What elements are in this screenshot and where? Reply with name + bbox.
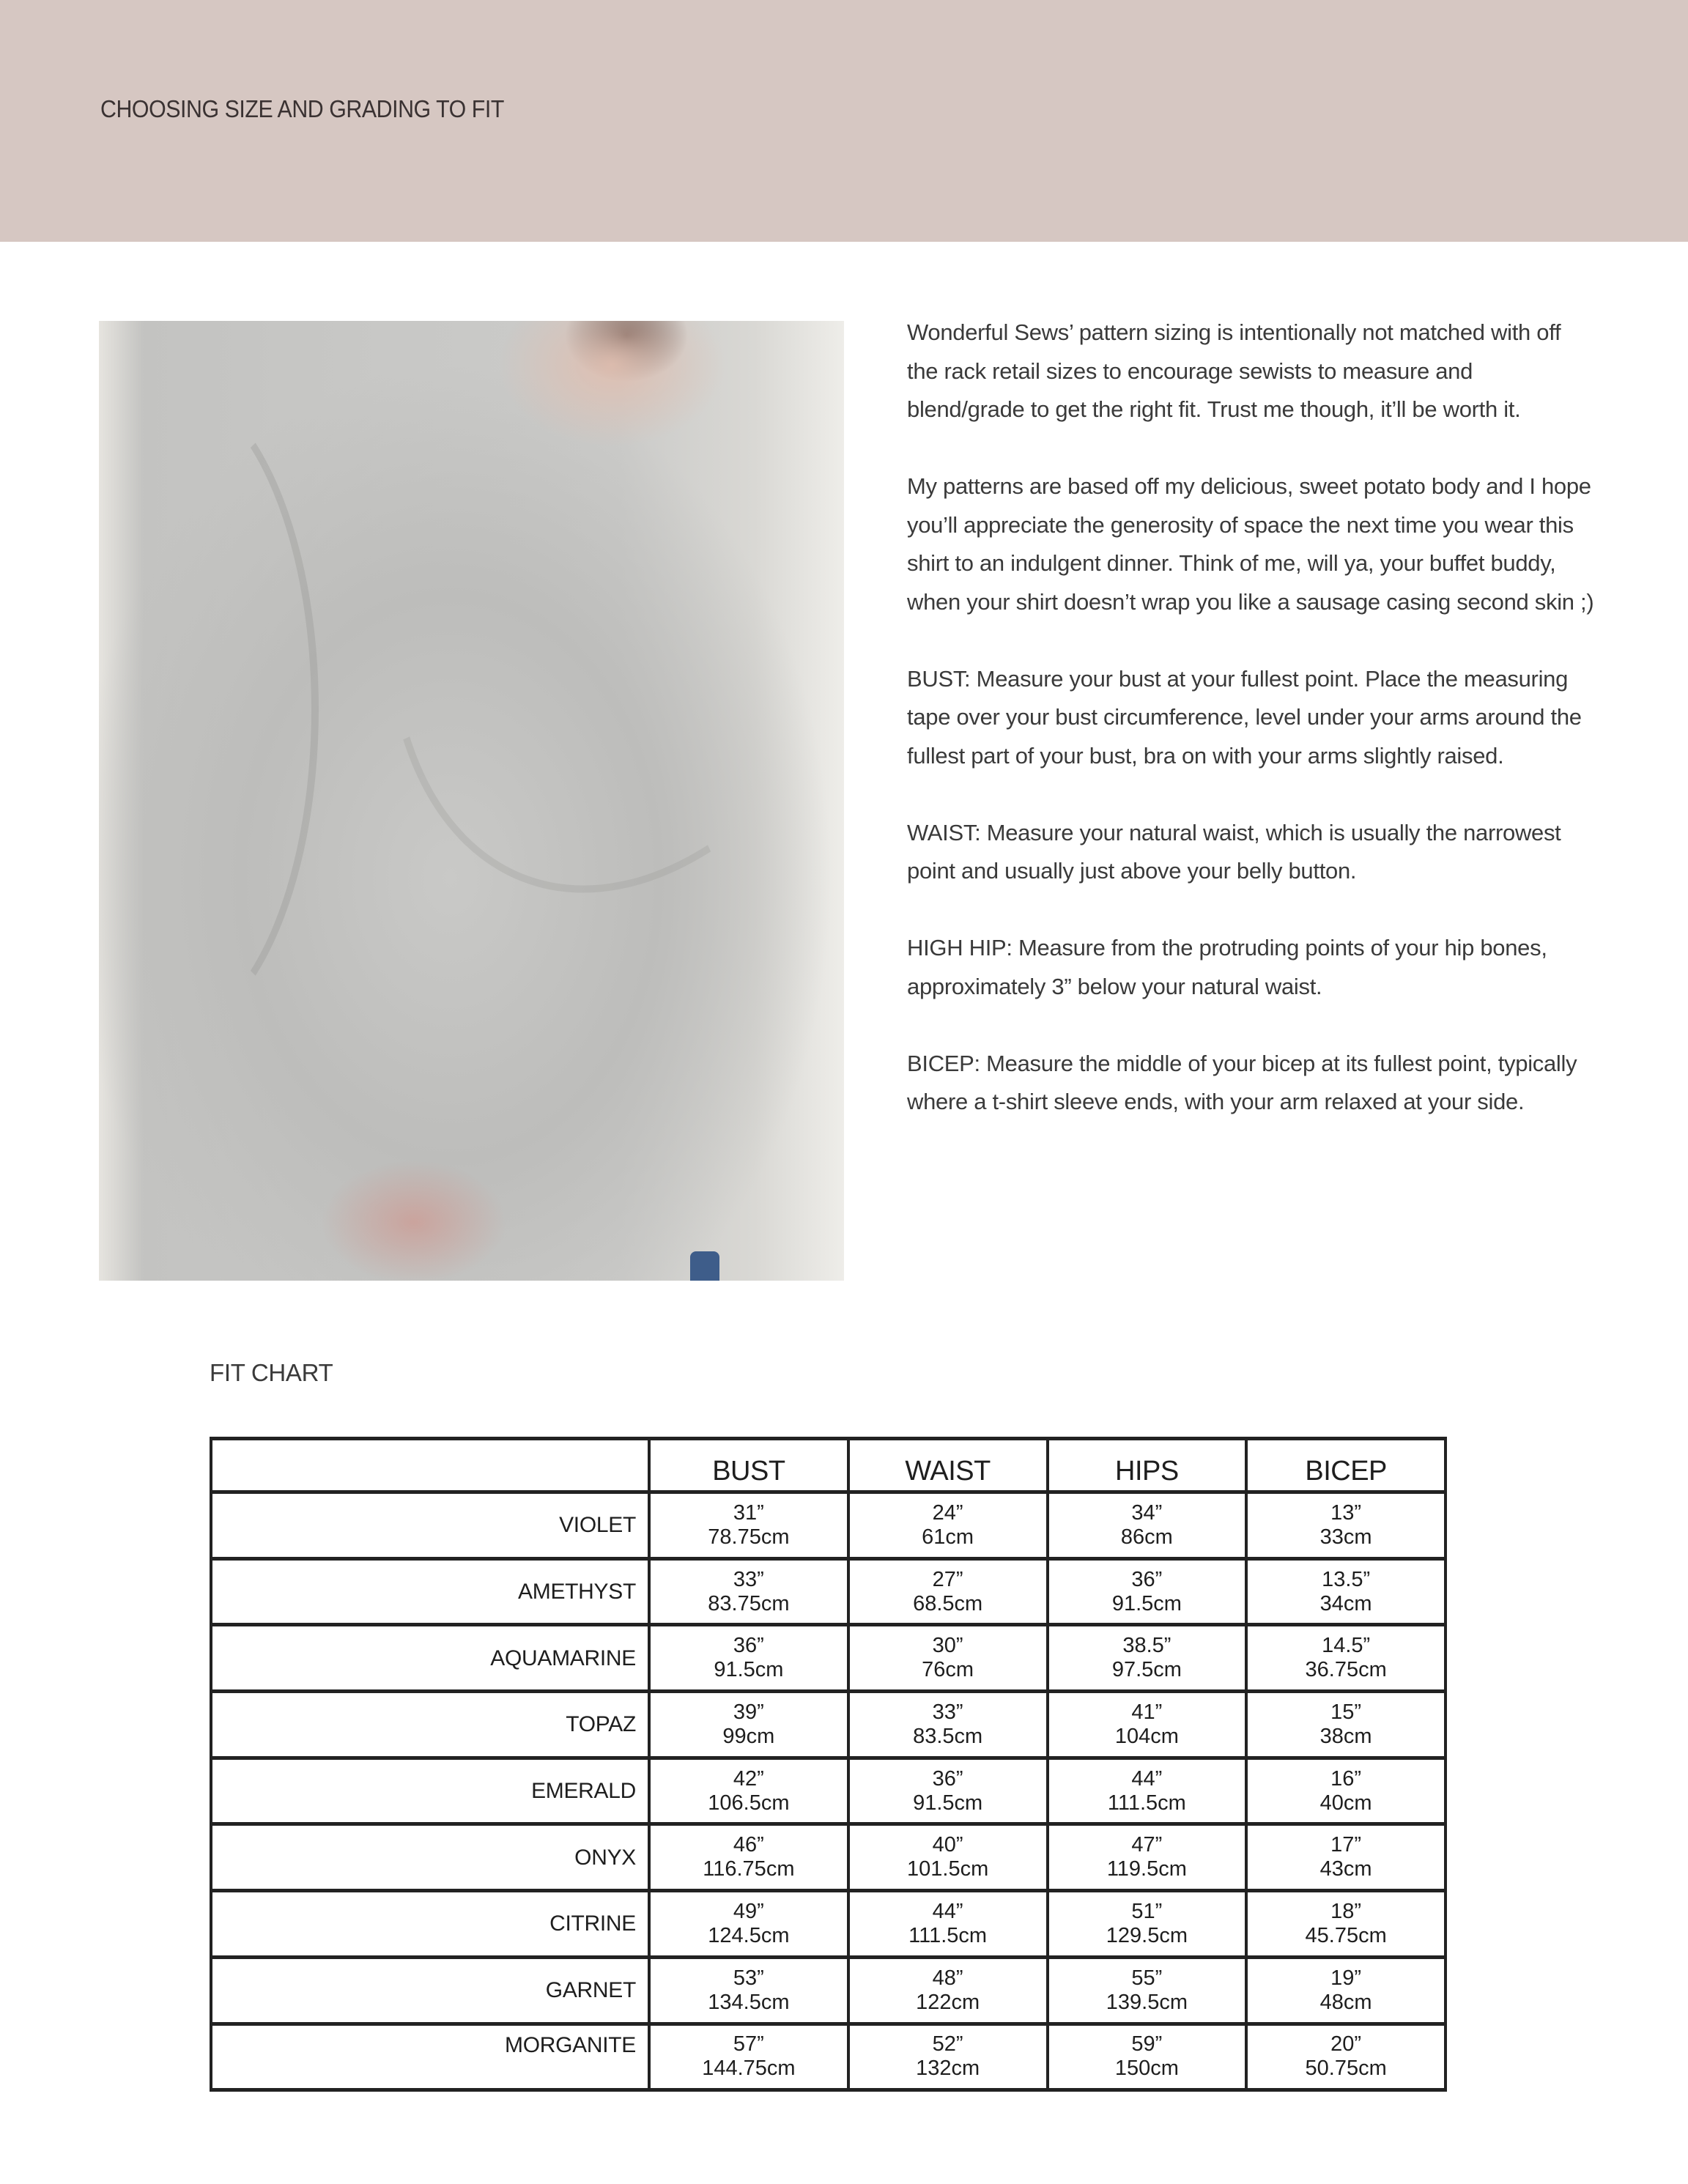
hips-cell (1048, 1758, 1247, 1824)
cm-value: 106.5cm (708, 1791, 790, 1815)
inch-value: 14.5” (1322, 1634, 1371, 1658)
cm-value: 144.75cm (702, 2057, 796, 2081)
inch-value: 51” (1131, 1899, 1163, 1923)
bust-cell (649, 1891, 848, 1958)
header-band (0, 0, 1688, 242)
sleeve-fold (99, 380, 319, 1039)
cm-value: 83.75cm (708, 1591, 790, 1615)
table-row (211, 1692, 1445, 1758)
table-row (211, 1558, 1445, 1625)
cm-value: 38cm (1319, 1724, 1372, 1748)
inch-value: 27” (932, 1567, 963, 1591)
table-row (211, 1758, 1445, 1824)
waist-instructions: WAIST: Measure your natural waist, which is usually the narrowest point and usually just above your belly button. (907, 819, 1561, 884)
cm-value: 91.5cm (714, 1658, 784, 1682)
inch-value: 59” (1131, 2032, 1163, 2057)
waist-cell (848, 1558, 1048, 1625)
cm-value: 91.5cm (913, 1791, 983, 1815)
waist-cell (848, 1891, 1048, 1958)
bicep-cell (1246, 1492, 1445, 1559)
inch-value: 17” (1330, 1833, 1362, 1857)
inch-value: 40” (932, 1833, 963, 1857)
fit-chart-table (210, 1437, 1447, 2092)
waist-cell (848, 1824, 1048, 1891)
size-name: AMETHYST (211, 1558, 649, 1625)
cm-value: 124.5cm (708, 1923, 790, 1947)
cm-value: 104cm (1114, 1724, 1179, 1748)
high-hip-instructions: HIGH HIP: Measure from the protruding points of your hip bones, approximately 3” below your natural waist. (907, 935, 1547, 999)
hips-cell (1048, 2024, 1247, 2090)
inch-value: 36” (932, 1766, 963, 1791)
inch-value: 53” (733, 1966, 764, 1990)
inch-value: 38.5” (1122, 1634, 1171, 1658)
intro-paragraph: Wonderful Sews’ pattern sizing is intentionally not matched with off the rack retail sizes to encourage sewists to measure and blend/grade to get the right fit. Trust me though, it’ll be worth it. (907, 319, 1561, 422)
header-bicep: BICEP (1246, 1439, 1445, 1492)
inch-value: 44” (932, 1899, 963, 1923)
bust-cell (649, 1957, 848, 2024)
cm-value: 116.75cm (703, 1857, 795, 1881)
inch-value: 49” (733, 1899, 764, 1923)
model-photo (99, 321, 844, 1281)
waist-cell (848, 1492, 1048, 1559)
cm-value: 36.75cm (1305, 1658, 1387, 1682)
inch-value: 57” (733, 2032, 764, 2057)
table-row (211, 1891, 1445, 1958)
cm-value: 91.5cm (1111, 1591, 1182, 1615)
intro-paragraph: My patterns are based off my delicious, sweet potato body and I hope you’ll appreciate the generosity of space the next time you wear this shirt to an indulgent dinner. Think of me, will ya, your buffet buddy, when your shirt doesn’t wrap you like a sausage casing second skin ;) (907, 473, 1594, 615)
inch-value: 44” (1131, 1766, 1163, 1791)
cm-value: 101.5cm (907, 1857, 989, 1881)
cm-value: 97.5cm (1111, 1658, 1182, 1682)
bust-cell (649, 1692, 848, 1758)
inch-value: 42” (733, 1766, 764, 1791)
table-row (211, 1492, 1445, 1559)
table-header-row (211, 1439, 1445, 1492)
waist-cell (848, 1692, 1048, 1758)
inch-value: 18” (1330, 1899, 1362, 1923)
cm-value: 132cm (916, 2057, 980, 2081)
cm-value: 122cm (916, 1990, 980, 2014)
cm-value: 68.5cm (913, 1591, 983, 1615)
bicep-cell (1246, 1758, 1445, 1824)
inch-value: 33” (733, 1567, 764, 1591)
bicep-cell (1246, 1625, 1445, 1692)
cm-value: 119.5cm (1106, 1857, 1187, 1881)
inch-value: 41” (1131, 1700, 1163, 1724)
inch-value: 47” (1131, 1833, 1163, 1857)
size-name: AQUAMARINE (211, 1625, 649, 1692)
cm-value: 111.5cm (908, 1923, 988, 1947)
jeans-hint (690, 1251, 719, 1281)
cm-value: 61cm (922, 1525, 974, 1549)
intro-text (907, 314, 1596, 1160)
inch-value: 13.5” (1322, 1567, 1371, 1591)
cm-value: 139.5cm (1106, 1990, 1188, 2014)
bust-cell (649, 1558, 848, 1625)
hips-cell (1048, 1824, 1247, 1891)
waist-cell (848, 1625, 1048, 1692)
table-row (211, 1957, 1445, 2024)
header-waist: WAIST (848, 1439, 1048, 1492)
hips-cell (1048, 1625, 1247, 1692)
wrap-neckline-fold (284, 321, 844, 971)
bicep-instructions: BICEP: Measure the middle of your bicep at its fullest point, typically where a t-shirt sleeve ends, with your arm relaxed at your side. (907, 1050, 1577, 1114)
page-title: CHOOSING SIZE AND GRADING TO FIT (100, 95, 504, 122)
fit-chart-title: FIT CHART (210, 1359, 333, 1386)
bust-cell (649, 1824, 848, 1891)
size-name: EMERALD (211, 1758, 649, 1824)
cm-value: 33cm (1319, 1525, 1372, 1549)
hips-cell (1048, 1492, 1247, 1559)
header-hips: HIPS (1048, 1439, 1247, 1492)
cm-value: 34cm (1319, 1591, 1372, 1615)
waist-cell (848, 2024, 1048, 2090)
bicep-cell (1246, 1957, 1445, 2024)
cm-value: 50.75cm (1305, 2057, 1387, 2081)
size-name: ONYX (211, 1824, 649, 1891)
bicep-cell (1246, 1558, 1445, 1625)
hips-cell (1048, 1692, 1247, 1758)
bust-cell (649, 1625, 848, 1692)
cm-value: 40cm (1319, 1791, 1372, 1815)
inch-value: 33” (932, 1700, 963, 1724)
size-name: VIOLET (211, 1492, 649, 1559)
bicep-cell (1246, 1824, 1445, 1891)
waist-cell (848, 1758, 1048, 1824)
cm-value: 83.5cm (913, 1724, 983, 1748)
inch-value: 36” (733, 1634, 764, 1658)
inch-value: 16” (1330, 1766, 1362, 1791)
hips-cell (1048, 1891, 1247, 1958)
table-row (211, 1824, 1445, 1891)
cm-value: 150cm (1114, 2057, 1179, 2081)
inch-value: 46” (733, 1833, 764, 1857)
bust-cell (649, 2024, 848, 2090)
size-name: TOPAZ (211, 1692, 649, 1758)
cm-value: 76cm (922, 1658, 974, 1682)
size-name: MORGANITE (211, 2024, 649, 2090)
bust-cell (649, 1492, 848, 1559)
table-row (211, 1625, 1445, 1692)
cm-value: 45.75cm (1305, 1923, 1387, 1947)
inch-value: 48” (932, 1966, 963, 1990)
inch-value: 34” (1131, 1500, 1163, 1525)
inch-value: 24” (932, 1500, 963, 1525)
cm-value: 86cm (1120, 1525, 1173, 1549)
size-name: CITRINE (211, 1891, 649, 1958)
inch-value: 39” (733, 1700, 764, 1724)
hips-cell (1048, 1558, 1247, 1625)
cm-value: 111.5cm (1107, 1791, 1186, 1815)
bicep-cell (1246, 1891, 1445, 1958)
bust-cell (649, 1758, 848, 1824)
inch-value: 20” (1330, 2032, 1362, 2057)
cm-value: 78.75cm (708, 1525, 790, 1549)
header-size-cell (211, 1439, 649, 1492)
cm-value: 134.5cm (708, 1990, 790, 2014)
table-row (211, 2024, 1445, 2090)
bicep-cell (1246, 1692, 1445, 1758)
cm-value: 129.5cm (1106, 1923, 1188, 1947)
bust-instructions: BUST: Measure your bust at your fullest point. Place the measuring tape over your bust circumference, level under your arms around the fullest part of your bust, bra on with your arms slightly raised. (907, 665, 1582, 769)
inch-value: 30” (932, 1634, 963, 1658)
inch-value: 15” (1330, 1700, 1362, 1724)
inch-value: 31” (733, 1500, 764, 1525)
inch-value: 36” (1131, 1567, 1163, 1591)
header-bust: BUST (649, 1439, 848, 1492)
cm-value: 43cm (1319, 1857, 1372, 1881)
hips-cell (1048, 1957, 1247, 2024)
cm-value: 48cm (1319, 1990, 1372, 2014)
size-name: GARNET (211, 1957, 649, 2024)
waist-cell (848, 1957, 1048, 2024)
inch-value: 19” (1330, 1966, 1362, 1990)
inch-value: 52” (932, 2032, 963, 2057)
cm-value: 99cm (722, 1724, 775, 1748)
inch-value: 55” (1131, 1966, 1163, 1990)
inch-value: 13” (1330, 1500, 1362, 1525)
bicep-cell (1246, 2024, 1445, 2090)
